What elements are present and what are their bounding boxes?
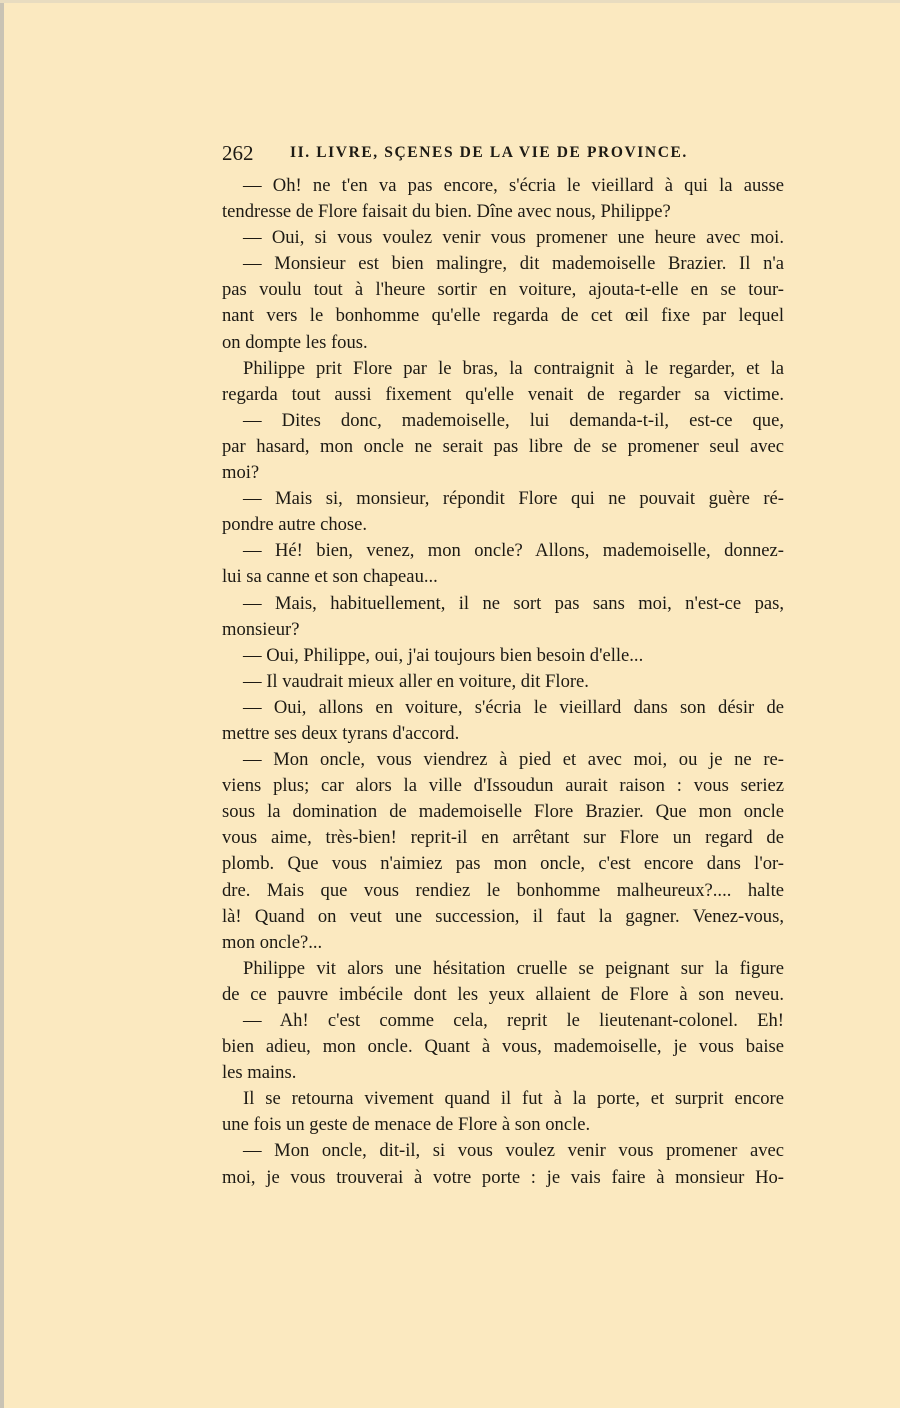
scan-edge [0,0,4,1408]
text-line: moi? [222,462,260,484]
text-line: bien adieu, mon oncle. Quant à vous, mademoiselle, je vous baise [222,1036,784,1058]
text-line: — Ah! c'est comme cela, reprit le lieutenant-colonel. Eh! [243,1010,784,1031]
text-line: Il se retourna vivement quand il fut à la porte, et surprit encore [243,1088,784,1110]
text-line: sous la domination de mademoiselle Flore Brazier. Que mon oncle [222,801,784,823]
text-line: Philippe prit Flore par le bras, la contraignit à le regarder, et la [243,357,784,379]
text-line: là! Quand on veut une succession, il faut la gagner. Venez-vous, [222,905,784,927]
text-line: — Oui, allons en voiture, s'écria le vieillard dans son désir de [243,696,784,718]
text-line: pas voulu tout à l'heure sortir en voiture, ajouta-t-elle en se tour- [222,279,784,301]
text-line: les mains. [222,1062,297,1084]
text-line: lui sa canne et son chapeau... [222,566,438,588]
page-header [222,141,784,167]
text-line: pondre autre chose. [222,514,368,536]
scan-edge-top [0,0,900,3]
text-line: on dompte les fous. [222,331,368,353]
body-text [222,173,784,1191]
text-line: — Oui, si vous voulez venir vous promener une heure avec moi. [243,227,784,249]
text-line: — Mais, habituellement, il ne sort pas sans moi, n'est-ce pas, [243,592,784,614]
text-line: — Mais si, monsieur, répondit Flore qui ne pouvait guère ré- [243,488,784,510]
text-line: — Mon oncle, dit-il, si vous voulez venir vous promener avec [243,1140,784,1162]
text-line: moi, je vous trouverai à votre porte : je vais faire à monsieur Ho- [222,1166,784,1188]
text-line: viens plus; car alors la ville d'Issoudun aurait raison : vous seriez [222,775,784,797]
text-line: regarda tout aussi fixement qu'elle venait de regarder sa victime. [222,383,784,405]
text-line: dre. Mais que vous rendiez le bonhomme malheureux?.... halte [222,879,784,901]
page-number: 262 [222,141,254,165]
running-title: II. LIVRE, SÇENES DE LA VIE DE PROVINCE. [290,144,688,161]
text-line: — Hé! bien, venez, mon oncle? Allons, mademoiselle, donnez- [243,540,784,562]
text-line: — Il vaudrait mieux aller en voiture, dit Flore. [243,670,589,692]
text-line: vous aime, très-bien! reprit-il en arrêtant sur Flore un regard de [222,827,784,849]
text-line: tendresse de Flore faisait du bien. Dîne avec nous, Philippe? [222,201,671,223]
text-line: par hasard, mon oncle ne serait pas libre de se promener seul avec [222,435,784,457]
text-line: — Dites donc, mademoiselle, lui demanda-t-il, est-ce que, [243,409,784,431]
text-line: Philippe vit alors une hésitation cruelle se peignant sur la figure [243,957,784,979]
text-line: nant vers le bonhomme qu'elle regarda de cet œil fixe par lequel [222,305,784,327]
text-line: — Oui, Philippe, oui, j'ai toujours bien besoin d'elle... [243,644,644,666]
text-line: plomb. Que vous n'aimiez pas mon oncle, c'est encore dans l'or- [222,853,784,875]
text-line: — Mon oncle, vous viendrez à pied et avec moi, ou je ne re- [243,749,784,771]
text-line: monsieur? [222,618,300,640]
text-line: mon oncle?... [222,931,323,953]
text-line: une fois un geste de menace de Flore à son oncle. [222,1114,591,1136]
text-line: — Monsieur est bien malingre, dit mademoiselle Brazier. Il n'a [243,253,784,275]
text-line: mettre ses deux tyrans d'accord. [222,722,460,744]
text-line: de ce pauvre imbécile dont les yeux allaient de Flore à son neveu. [222,983,784,1005]
text-line: — Oh! ne t'en va pas encore, s'écria le vieillard à qui la ausse [243,175,784,196]
